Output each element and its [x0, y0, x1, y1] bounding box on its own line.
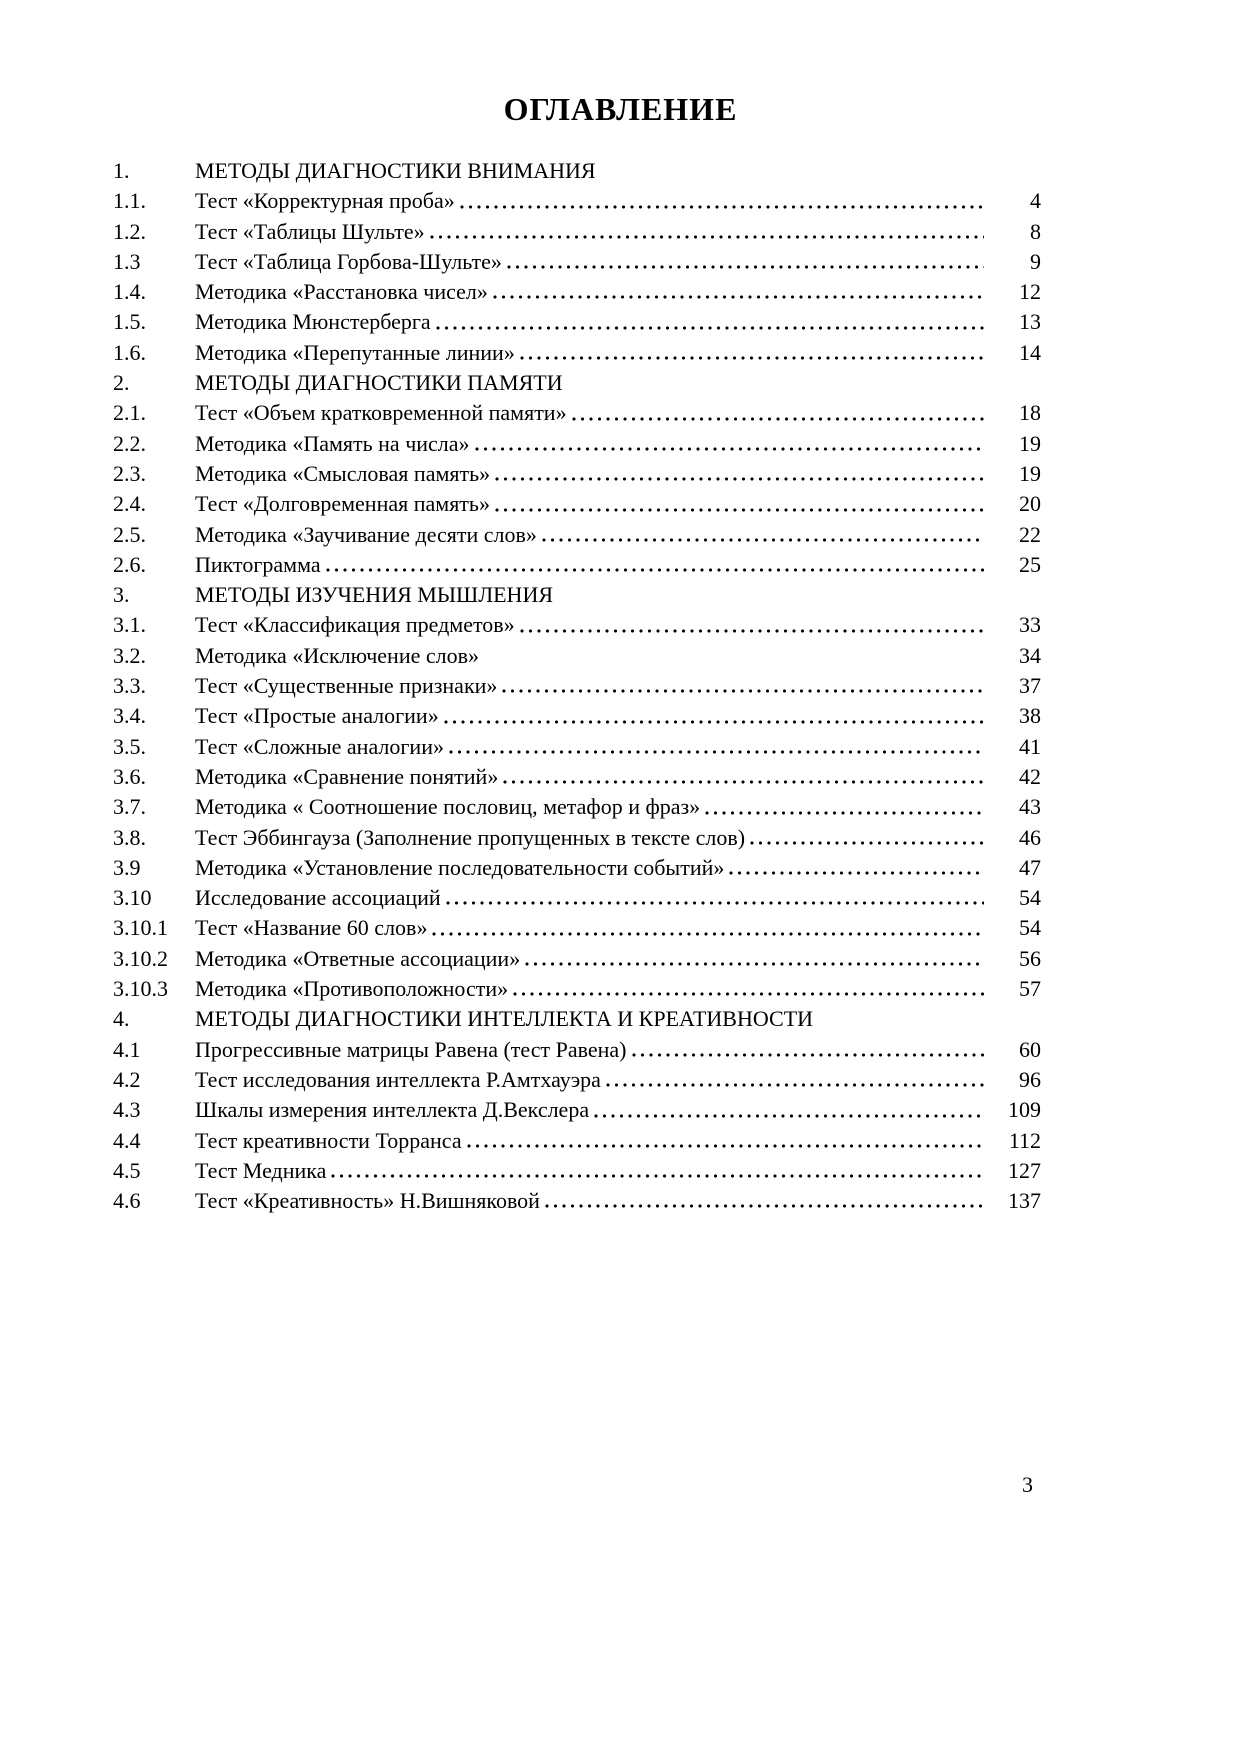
toc-entry-number: 3.2. [113, 642, 146, 668]
toc-entry-page: 22 [1019, 521, 1041, 547]
toc-entry-row [113, 186, 1041, 216]
dot-leader [475, 446, 984, 452]
toc-entry-number: 4.4 [113, 1127, 141, 1153]
toc-section-row [113, 580, 1041, 610]
toc-entry-row [113, 944, 1041, 974]
toc-entry-number: 1. [113, 158, 130, 183]
toc-entry-title: Методика «Смысловая память» [195, 460, 491, 486]
toc-entry-number: 2. [113, 370, 130, 396]
dot-leader [572, 416, 984, 422]
toc-entry-number: 3.8. [113, 824, 146, 850]
toc-entry-number: 3.7. [113, 794, 146, 820]
toc-entry-title: Методика «Исключение слов» [195, 642, 480, 668]
toc-entry-title: Тест «Объем кратковременной памяти» [195, 400, 567, 426]
toc-entry-number: 2.3. [113, 460, 146, 486]
toc-entry-number: 3.1. [113, 612, 146, 638]
table-of-contents [113, 156, 1041, 1216]
toc-entry-page: 25 [1019, 551, 1041, 577]
toc-entry-page: 37 [1019, 673, 1041, 699]
toc-entry-row [113, 459, 1041, 489]
toc-entry-row [113, 792, 1041, 822]
toc-entry-title: Методика «Ответные ассоциации» [195, 945, 521, 971]
toc-entry-title: Тест «Долговременная память» [195, 491, 490, 517]
toc-entry-title: Пиктограмма [195, 551, 321, 577]
toc-entry-title: Прогрессивные матрицы Равена (тест Равена) [195, 1036, 627, 1062]
toc-entry-page: 4 [1030, 188, 1041, 214]
toc-entry-number: 3.10 [113, 885, 152, 911]
toc-entry-page: 54 [1019, 915, 1041, 941]
toc-entry-page: 8 [1030, 218, 1041, 244]
toc-entry-title: Методика «Расстановка чисел» [195, 279, 488, 305]
toc-entry-row [113, 974, 1041, 1004]
dot-leader [520, 628, 984, 634]
toc-entry-title: Тест Эббингауза (Заполнение пропущенных в тексте слов) [195, 824, 746, 850]
toc-entry-title: Тест «Таблицы Шульте» [195, 218, 425, 244]
toc-entry-page: 34 [1019, 642, 1041, 668]
toc-entry-number: 2.6. [113, 551, 146, 577]
toc-entry-page: 43 [1019, 794, 1041, 820]
dot-leader [430, 234, 984, 240]
toc-entry-row [113, 489, 1041, 519]
footer-page-number: 3 [1022, 1472, 1033, 1497]
toc-entry-row [113, 701, 1041, 731]
toc-entry-number: 3.6. [113, 763, 146, 789]
toc-section-row [113, 156, 1041, 186]
dot-leader [495, 507, 984, 513]
toc-entry-number: 3.9 [113, 854, 141, 880]
dot-leader [432, 931, 984, 937]
toc-entry-title: Тест «Классификация предметов» [195, 612, 515, 638]
toc-entry-title: Методика «Память на числа» [195, 430, 470, 456]
toc-entry-number: 2.4. [113, 491, 146, 517]
toc-entry-page: 13 [1019, 309, 1041, 335]
toc-entry-title: Тест «Название 60 слов» [195, 915, 428, 941]
toc-entry-title: МЕТОДЫ ИЗУЧЕНИЯ МЫШЛЕНИЯ [195, 582, 554, 608]
toc-entry-row [113, 610, 1041, 640]
toc-entry-number: 4.1 [113, 1036, 141, 1062]
toc-entry-number: 4. [113, 1006, 130, 1032]
dot-leader [594, 1113, 984, 1119]
toc-entry-number: 1.2. [113, 218, 146, 244]
toc-entry-row [113, 1156, 1041, 1186]
dot-leader [750, 840, 984, 846]
dot-leader [495, 476, 984, 482]
dot-leader [729, 870, 984, 876]
dot-leader [326, 567, 984, 573]
toc-entry-row [113, 1065, 1041, 1095]
toc-entry-page: 9 [1030, 248, 1041, 274]
toc-entry-number: 4.3 [113, 1097, 141, 1123]
toc-entry-title: МЕТОДЫ ДИАГНОСТИКИ ВНИМАНИЯ [195, 158, 596, 183]
toc-entry-row [113, 217, 1041, 247]
dot-leader [513, 991, 984, 997]
dot-leader [507, 264, 984, 270]
toc-entry-row [113, 883, 1041, 913]
toc-entry-number: 4.2 [113, 1066, 141, 1092]
toc-entry-title: Методика « Соотношение пословиц, метафор и фраз» [195, 794, 701, 820]
toc-entry-row [113, 641, 1041, 671]
toc-entry-row [113, 1095, 1041, 1125]
toc-entry-page: 57 [1019, 976, 1041, 1002]
toc-entry-page: 112 [1008, 1127, 1041, 1153]
dot-leader [542, 537, 984, 543]
toc-entry-row [113, 913, 1041, 943]
toc-entry-row [113, 823, 1041, 853]
toc-entry-title: Методика «Сравнение понятий» [195, 763, 499, 789]
toc-entry-page: 46 [1019, 824, 1041, 850]
toc-entry-title: Тест «Существенные признаки» [195, 673, 498, 699]
dot-leader [525, 961, 984, 967]
toc-entry-page: 41 [1019, 733, 1041, 759]
toc-entry-page: 96 [1019, 1066, 1041, 1092]
toc-entry-page: 33 [1019, 612, 1041, 638]
toc-entry-page: 54 [1019, 885, 1041, 911]
dot-leader [705, 810, 984, 816]
toc-entry-page: 56 [1019, 945, 1041, 971]
dot-leader [444, 719, 984, 725]
toc-entry-page: 12 [1019, 279, 1041, 305]
toc-entry-page: 42 [1019, 763, 1041, 789]
toc-entry-number: 4.6 [113, 1188, 141, 1214]
dot-leader [632, 1052, 985, 1058]
toc-entry-title: Тест «Сложные аналогии» [195, 733, 444, 759]
toc-entry-number: 3. [113, 582, 130, 608]
dot-leader [467, 1143, 984, 1149]
toc-entry-title: МЕТОДЫ ДИАГНОСТИКИ ИНТЕЛЛЕКТА И КРЕАТИВНОСТИ [195, 1006, 814, 1032]
toc-entry-title: Методика «Установление последовательности событий» [195, 854, 725, 880]
toc-entry-title: Шкалы измерения интеллекта Д.Векслера [195, 1097, 590, 1123]
dot-leader [520, 355, 984, 361]
toc-entry-page: 47 [1019, 854, 1041, 880]
dot-leader [545, 1203, 984, 1209]
toc-entry-number: 3.10.3 [113, 976, 168, 1002]
dot-leader [502, 688, 984, 694]
toc-entry-row [113, 550, 1041, 580]
toc-entry-title: Тест «Таблица Горбова-Шульте» [195, 248, 502, 274]
toc-entry-number: 2.2. [113, 430, 146, 456]
toc-entry-title: Методика «Противоположности» [195, 976, 509, 1002]
toc-entry-page: 18 [1019, 400, 1041, 426]
toc-entry-row [113, 671, 1041, 701]
toc-entry-row [113, 1126, 1041, 1156]
toc-entry-row [113, 307, 1041, 337]
toc-entry-number: 1.1. [113, 188, 146, 214]
toc-entry-row [113, 338, 1041, 368]
toc-entry-title: Тест «Простые аналогии» [195, 703, 439, 729]
toc-entry-number: 3.5. [113, 733, 146, 759]
dot-leader [446, 900, 984, 906]
toc-entry-page: 14 [1019, 339, 1041, 365]
toc-entry-title: Тест Медника [195, 1157, 327, 1183]
page-title: ОГЛАВЛЕНИЕ [503, 91, 738, 127]
toc-entry-number: 1.5. [113, 309, 146, 335]
toc-entry-page: 60 [1019, 1036, 1041, 1062]
toc-entry-number: 3.10.1 [113, 915, 168, 941]
toc-entry-title: Методика «Перепутанные линии» [195, 339, 515, 365]
toc-entry-page: 109 [1008, 1097, 1041, 1123]
toc-entry-page: 20 [1019, 491, 1041, 517]
toc-entry-page: 38 [1019, 703, 1041, 729]
toc-entry-number: 2.1. [113, 400, 146, 426]
toc-entry-page: 19 [1019, 460, 1041, 486]
toc-entry-number: 3.3. [113, 673, 146, 699]
toc-entry-row [113, 853, 1041, 883]
dot-leader [503, 779, 984, 785]
toc-section-row [113, 368, 1041, 398]
toc-entry-row [113, 429, 1041, 459]
toc-entry-number: 4.5 [113, 1157, 141, 1183]
toc-entry-number: 1.3 [113, 248, 141, 274]
toc-entry-number: 1.6. [113, 339, 146, 365]
toc-entry-title: Методика Мюнстерберга [195, 309, 431, 335]
toc-entry-row [113, 398, 1041, 428]
toc-entry-row [113, 520, 1041, 550]
toc-entry-row [113, 1186, 1041, 1216]
toc-entry-row [113, 732, 1041, 762]
toc-entry-title: МЕТОДЫ ДИАГНОСТИКИ ПАМЯТИ [195, 370, 563, 396]
toc-entry-title: Тест «Корректурная проба» [195, 188, 455, 214]
toc-entry-number: 2.5. [113, 521, 146, 547]
toc-entry-number: 1.4. [113, 279, 146, 305]
dot-leader [606, 1082, 984, 1088]
toc-entry-title: Тест креативности Торранса [195, 1127, 462, 1153]
dot-leader [493, 294, 984, 300]
toc-entry-number: 3.10.2 [113, 945, 168, 971]
toc-entry-page: 19 [1019, 430, 1041, 456]
toc-entry-page: 127 [1008, 1157, 1041, 1183]
toc-entry-title: Тест «Креативность» Н.Вишняковой [195, 1188, 540, 1214]
toc-entry-title: Исследование ассоциаций [195, 885, 441, 911]
dot-leader [331, 1173, 984, 1179]
toc-entry-page: 137 [1008, 1188, 1041, 1214]
toc-entry-title: Тест исследования интеллекта Р.Амтхауэра [195, 1066, 601, 1092]
dot-leader [460, 204, 984, 210]
toc-entry-row [113, 762, 1041, 792]
toc-entry-row [113, 277, 1041, 307]
toc-entry-row [113, 247, 1041, 277]
toc-entry-number: 3.4. [113, 703, 146, 729]
toc-entry-title: Методика «Заучивание десяти слов» [195, 521, 537, 547]
toc-section-row [113, 1004, 1041, 1034]
dot-leader [436, 325, 984, 331]
dot-leader [449, 749, 984, 755]
toc-entry-row [113, 1035, 1041, 1065]
